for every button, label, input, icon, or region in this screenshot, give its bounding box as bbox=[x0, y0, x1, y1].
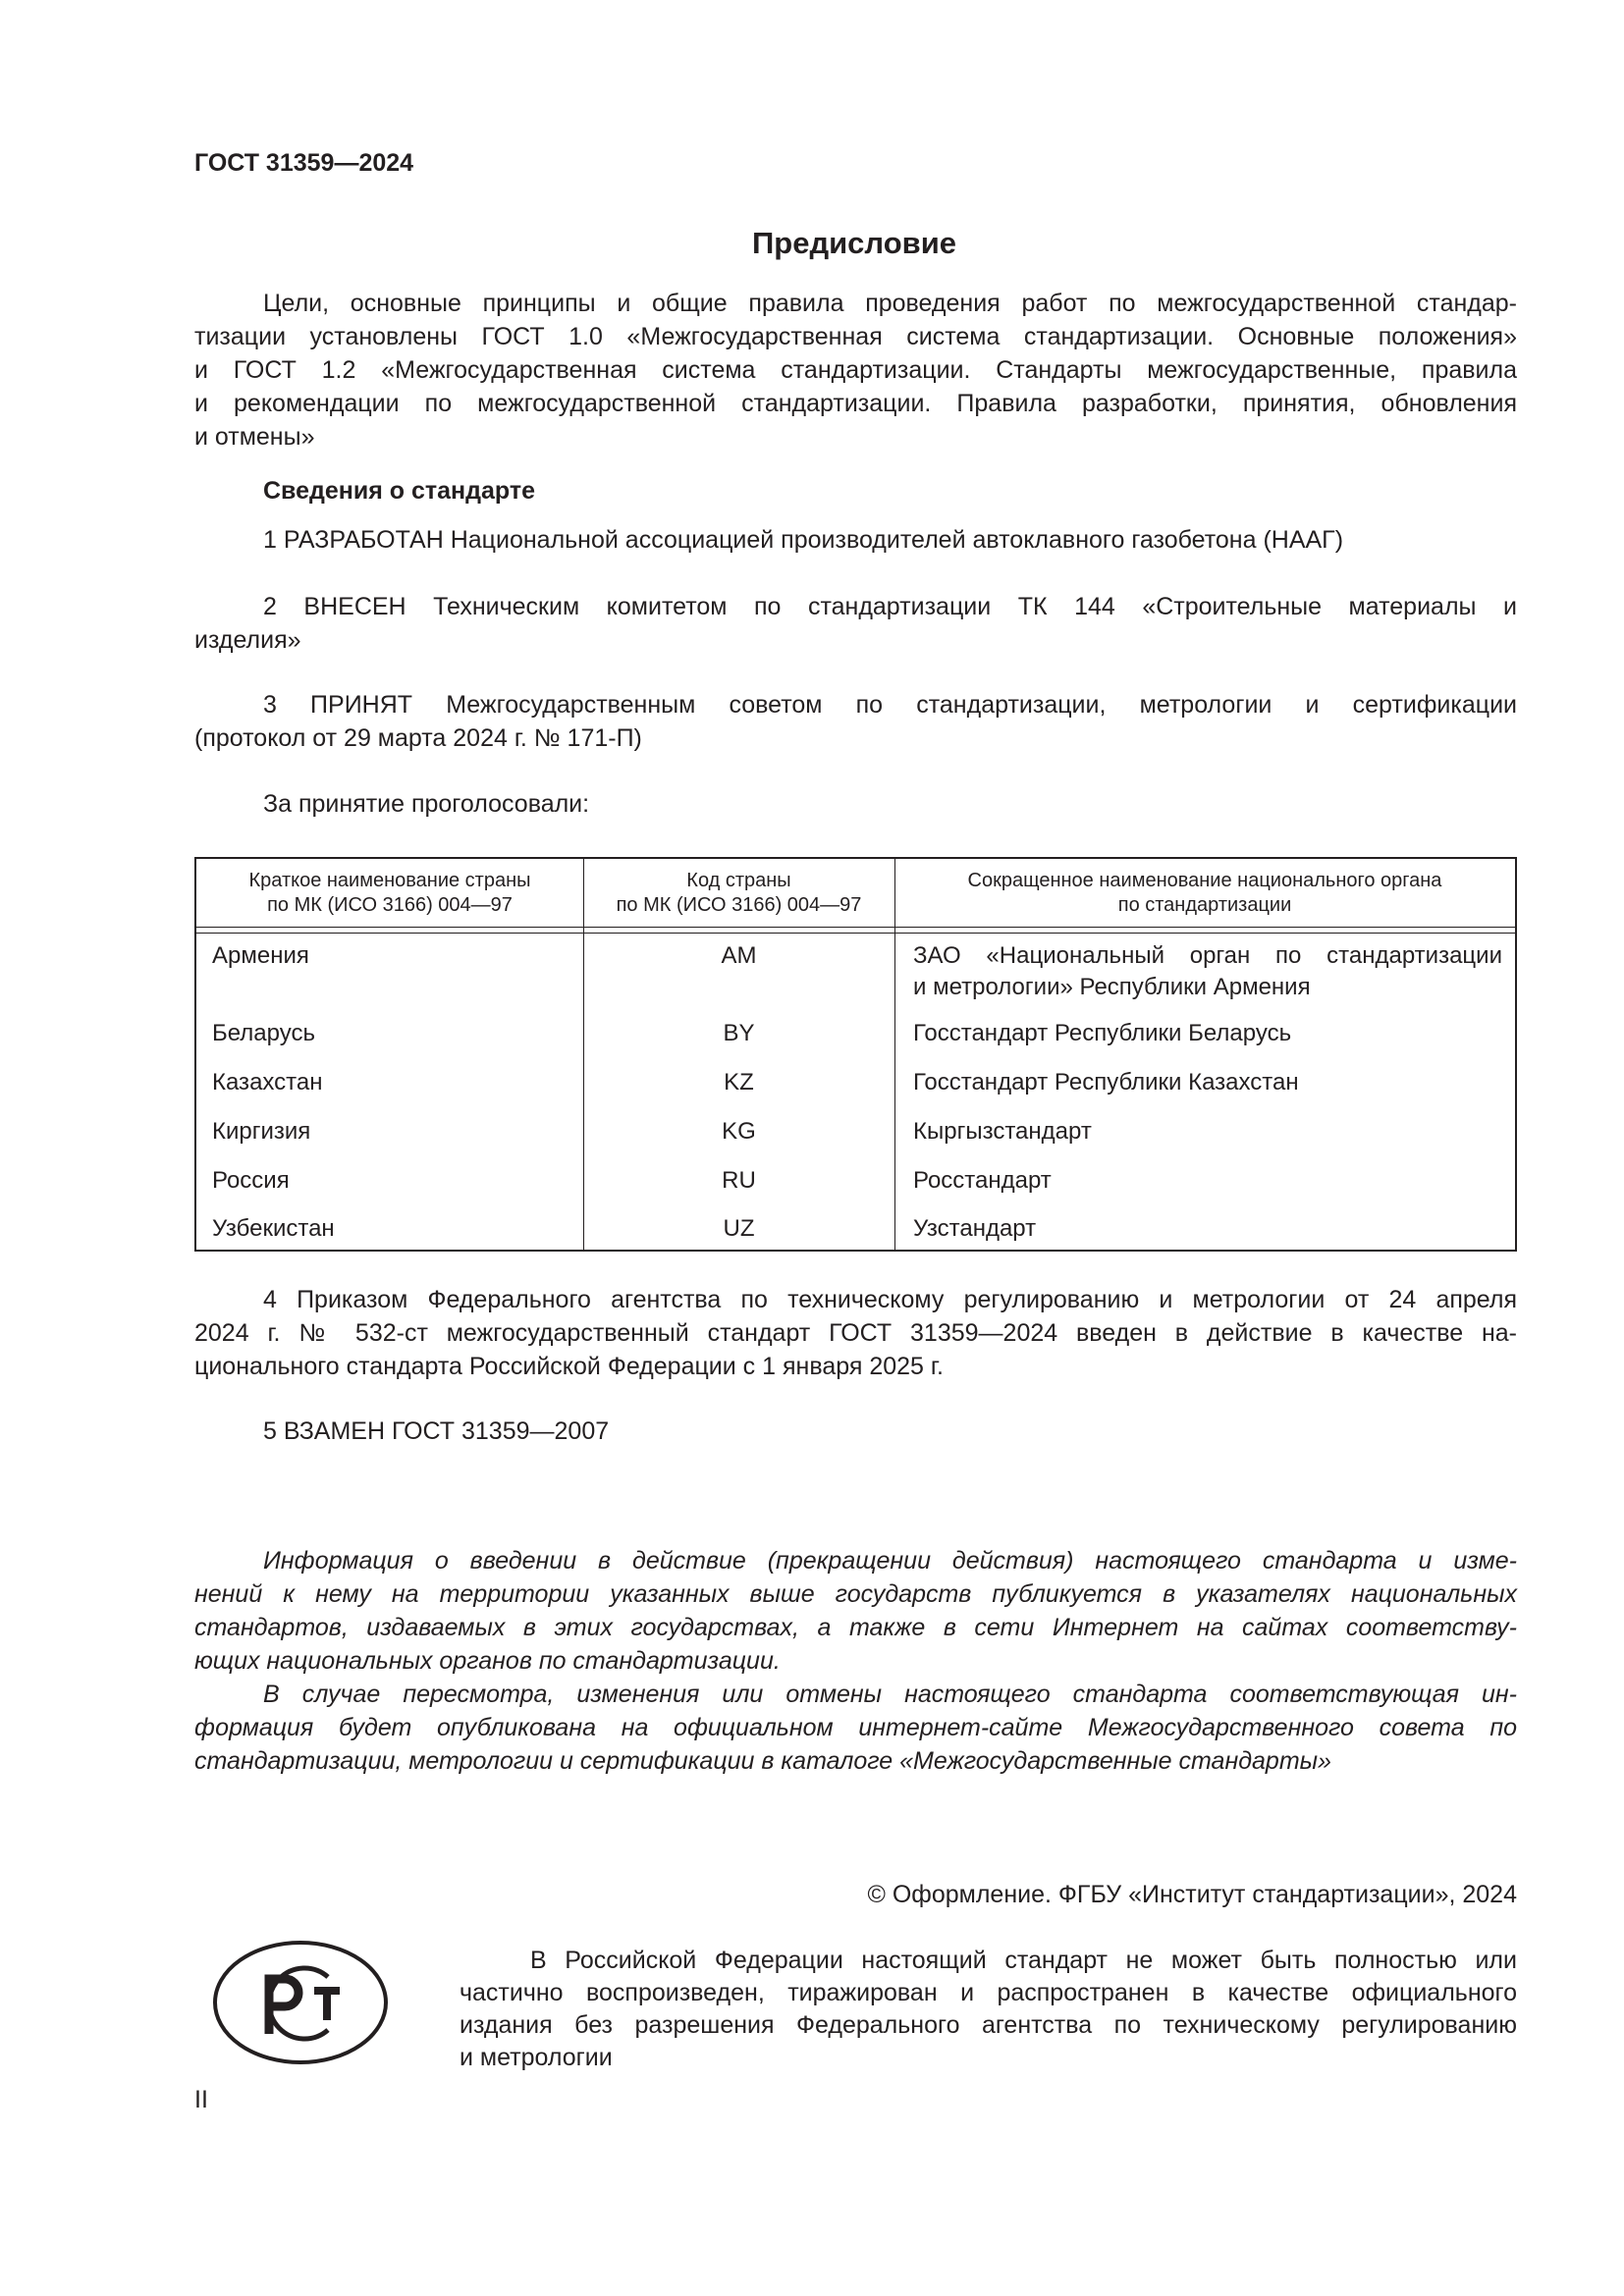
code-cell: BY bbox=[723, 1020, 755, 1046]
page-title: Предисловие bbox=[751, 226, 956, 260]
country-cell: Россия bbox=[212, 1167, 290, 1194]
country-cell: Узбекистан bbox=[212, 1215, 335, 1242]
text-line: нений к нему на территории указанных выше государств публикуется в указателях национальных bbox=[194, 1580, 1517, 1608]
text-line: Цели, основные принципы и общие правила проведения работ по межгосударственной стандар- bbox=[263, 290, 1517, 317]
copyright: © Оформление. ФГБУ «Институт стандартизации», 2024 bbox=[867, 1881, 1517, 1908]
text-line: Информация о введении в действие (прекращении действия) настоящего стандарта и изме- bbox=[263, 1547, 1517, 1575]
code-cell: AM bbox=[721, 942, 757, 969]
text-line: В Российской Федерации настоящий стандарт не может быть полностью или bbox=[530, 1947, 1517, 1974]
text-line: издания без разрешения Федерального агентства по техническому регулированию bbox=[460, 2011, 1517, 2039]
body-cell: Госстандарт Республики Казахстан bbox=[913, 1069, 1299, 1095]
country-cell: Беларусь bbox=[212, 1020, 315, 1046]
text-line: и отмены» bbox=[194, 423, 315, 451]
rst-logo bbox=[212, 1940, 389, 2065]
text-line: В случае пересмотра, изменения или отмены настоящего стандарта соответствующая ин- bbox=[263, 1681, 1517, 1708]
item-5: 5 ВЗАМЕН ГОСТ 31359—2007 bbox=[263, 1417, 610, 1445]
text-line: формация будет опубликована на официальном интернет-сайте Межгосударственного совета по bbox=[194, 1714, 1517, 1741]
code-cell: KZ bbox=[724, 1069, 754, 1095]
header-divider bbox=[196, 927, 1515, 928]
country-cell: Киргизия bbox=[212, 1118, 311, 1145]
item-2-cont: изделия» bbox=[194, 626, 301, 654]
text-line: стандартизации, метрологии и сертификации в каталоге «Межгосударственные стандарты» bbox=[194, 1747, 1331, 1775]
column-header-code: Код страны по МК (ИСО 3166) 004—97 bbox=[616, 870, 862, 916]
body-cell-cont: и метрологии» Республики Армения bbox=[913, 974, 1311, 1000]
text-line: и рекомендации по межгосударственной стандартизации. Правила разработки, принятия, обновления bbox=[194, 390, 1517, 417]
item-3: 3 ПРИНЯТ Межгосударственным советом по стандартизации, метрологии и сертификации bbox=[263, 691, 1517, 719]
column-header-country: Краткое наименование страны по МК (ИСО 3166) 004—97 bbox=[248, 870, 531, 916]
header-divider bbox=[196, 933, 1515, 934]
body-cell: Узстандарт bbox=[913, 1215, 1037, 1242]
item-1: 1 РАЗРАБОТАН Национальной ассоциацией производителей автоклавного газобетона (НААГ) bbox=[263, 526, 1344, 554]
document-id: ГОСТ 31359—2024 bbox=[194, 149, 414, 177]
code-cell: RU bbox=[722, 1167, 756, 1194]
item-3-cont: (протокол от 29 марта 2024 г. № 171-П) bbox=[194, 724, 642, 752]
body-cell: Кыргызстандарт bbox=[913, 1118, 1092, 1145]
text-line: ющих национальных органов по стандартизации. bbox=[194, 1647, 781, 1675]
text-line: тизации установлены ГОСТ 1.0 «Межгосударственная система стандартизации. Основные положения» bbox=[194, 323, 1517, 350]
item-4-cont: 2024 г. № 532-ст межгосударственный стандарт ГОСТ 31359—2024 введен в действие в качестве на- bbox=[194, 1319, 1517, 1347]
section-heading: Сведения о стандарте bbox=[263, 477, 536, 505]
body-cell: ЗАО «Национальный орган по стандартизации bbox=[913, 942, 1502, 969]
body-cell: Госстандарт Республики Беларусь bbox=[913, 1020, 1292, 1046]
text-line: и ГОСТ 1.2 «Межгосударственная система стандартизации. Стандарты межгосударственные, правила bbox=[194, 356, 1517, 384]
code-cell: KG bbox=[722, 1118, 756, 1145]
country-cell: Казахстан bbox=[212, 1069, 323, 1095]
code-cell: UZ bbox=[723, 1215, 755, 1242]
column-header-body: Сокращенное наименование национального органа по стандартизации bbox=[967, 870, 1442, 916]
voting-table bbox=[194, 857, 1517, 1252]
text-line: частично воспроизведен, тиражирован и распространен в качестве официального bbox=[460, 1979, 1517, 2006]
body-cell: Росстандарт bbox=[913, 1167, 1052, 1194]
country-cell: Армения bbox=[212, 942, 309, 969]
text-line: стандартов, издаваемых в этих государствах, а также в сети Интернет на сайтах соответству- bbox=[194, 1614, 1517, 1641]
item-4-cont: ционального стандарта Российской Федерации с 1 января 2025 г. bbox=[194, 1353, 944, 1380]
item-2: 2 ВНЕСЕН Техническим комитетом по стандартизации ТК 144 «Строительные материалы и bbox=[263, 593, 1517, 620]
page-number: II bbox=[194, 2086, 208, 2113]
item-4: 4 Приказом Федерального агентства по техническому регулированию и метрологии от 24 апреля bbox=[263, 1286, 1517, 1313]
voted-label: За принятие проголосовали: bbox=[263, 790, 590, 818]
text-line: и метрологии bbox=[460, 2044, 613, 2071]
